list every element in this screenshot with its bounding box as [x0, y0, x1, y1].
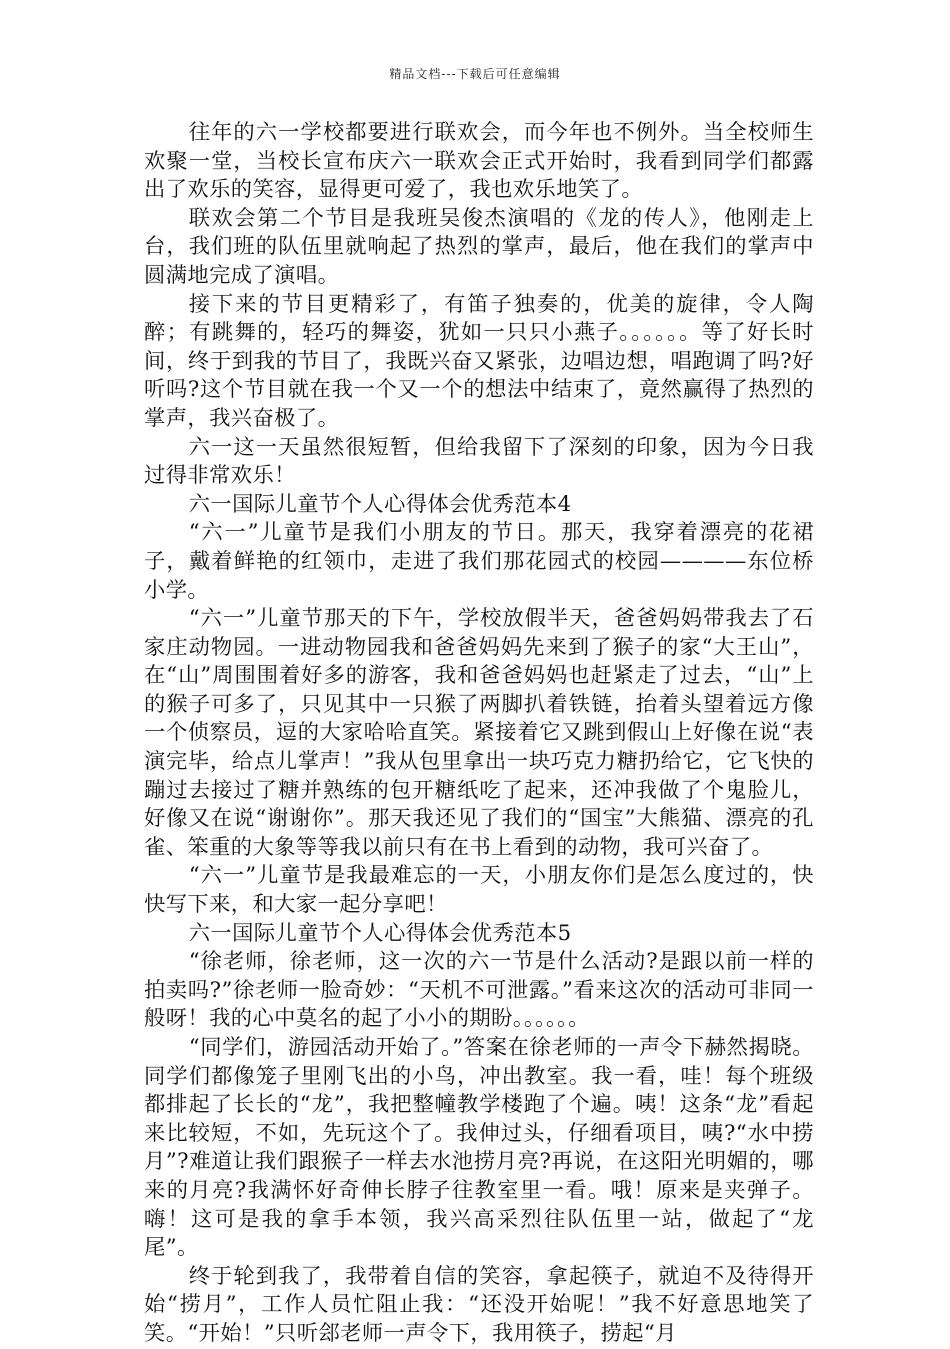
paragraph: 终于轮到我了，我带着自信的笑容，拿起筷子，就迫不及待得开始“捞月”，工作人员忙阻止我：“还没开始呢！”我不好意思地笑了笑。“开始！”只听郐老师一声令下，我用筷子，捞起“月 [144, 1263, 814, 1346]
paragraph: 六一这一天虽然很短暂，但给我留下了深刻的印象，因为今日我过得非常欢乐！ [144, 434, 814, 489]
paragraph: “徐老师，徐老师，这一次的六一节是什么活动?是跟以前一样的拍卖吗?”徐老师一脸奇妙：“天机不可泄露。”看来这次的活动可非同一般呀！我的心中莫名的起了小小的期盼。。。。。。 [144, 949, 814, 1032]
paragraph: 往年的六一学校都要进行联欢会，而今年也不例外。当全校师生欢聚一堂，当校长宣布庆六一联欢会正式开始时，我看到同学们都露出了欢乐的笑容，显得更可爱了，我也欢乐地笑了。 [144, 120, 814, 203]
paragraph: “六一”儿童节那天的下午，学校放假半天，爸爸妈妈带我去了石家庄动物园。一进动物园我和爸爸妈妈先来到了猴子的家“大王山”，在“山”周围围着好多的游客，我和爸爸妈妈也赶紧走了过去，“山”上的猴子可多了，只见其中一只猴了两脚扒着铁链，抬着头望着远方像一个侦察员，逗的大家哈哈直笑。紧接着它又跳到假山上好像在说“表演完毕，给点儿掌声！”我从包里拿出一块巧克力糖扔给它，它飞快的蹦过去接过了糖并熟练的包开糖纸吃了起来，还冲我做了个鬼脸儿，好像又在说“谢谢你”。那天我还见了我们的“国宝”大熊猫、漂亮的孔雀、笨重的大象等等我以前只有在书上看到的动物，我可兴奋了。 [144, 606, 814, 860]
section-heading: 六一国际儿童节个人心得体会优秀范本4 [188, 491, 572, 517]
page-header: 精品文档---下载后可任意编辑 [389, 67, 561, 81]
paragraph: “同学们，游园活动开始了。”答案在徐老师的一声令下赫然揭晓。同学们都像笼子里刚飞出的小鸟，冲出教室。我一看，哇！每个班级都排起了长长的“龙”，我把整幢教学楼跑了个遍。咦！这条“龙”看起来比较短，不如，先玩这个了。我伸过头，仔细看项目，咦?“水中捞月”?难道让我们跟猴子一样去水池捞月亮?再说，在这阳光明媚的，哪来的月亮?我满怀好奇伸长脖子往教室里一看。哦！原来是夹弹子。嗨！这可是我的拿手本领，我兴高采烈往队伍里一站，做起了“龙尾”。 [144, 1035, 814, 1261]
paragraph: 联欢会第二个节目是我班吴俊杰演唱的《龙的传人》，他刚走上台，我们班的队伍里就响起了热烈的掌声，最后，他在我们的掌声中圆满地完成了演唱。 [144, 205, 814, 288]
document-body [144, 119, 814, 1349]
section-heading: 六一国际儿童节个人心得体会优秀范本5 [188, 920, 572, 946]
paragraph: “六一”儿童节是我们小朋友的节日。那天，我穿着漂亮的花裙子，戴着鲜艳的红领巾，走进了我们那花园式的校园————东位桥小学。 [144, 520, 814, 603]
paragraph: 接下来的节目更精彩了，有笛子独奏的，优美的旋律，令人陶醉；有跳舞的，轻巧的舞姿，犹如一只只小燕子。。。。。。等了好长时间，终于到我的节目了，我既兴奋又紧张，边唱边想，唱跑调了吗?好听吗?这个节目就在我一个又一个的想法中结束了，竟然赢得了热烈的掌声，我兴奋极了。 [144, 291, 814, 431]
paragraph: “六一”儿童节是我最难忘的一天，小朋友你们是怎么度过的，快快写下来，和大家一起分享吧！ [144, 863, 814, 918]
